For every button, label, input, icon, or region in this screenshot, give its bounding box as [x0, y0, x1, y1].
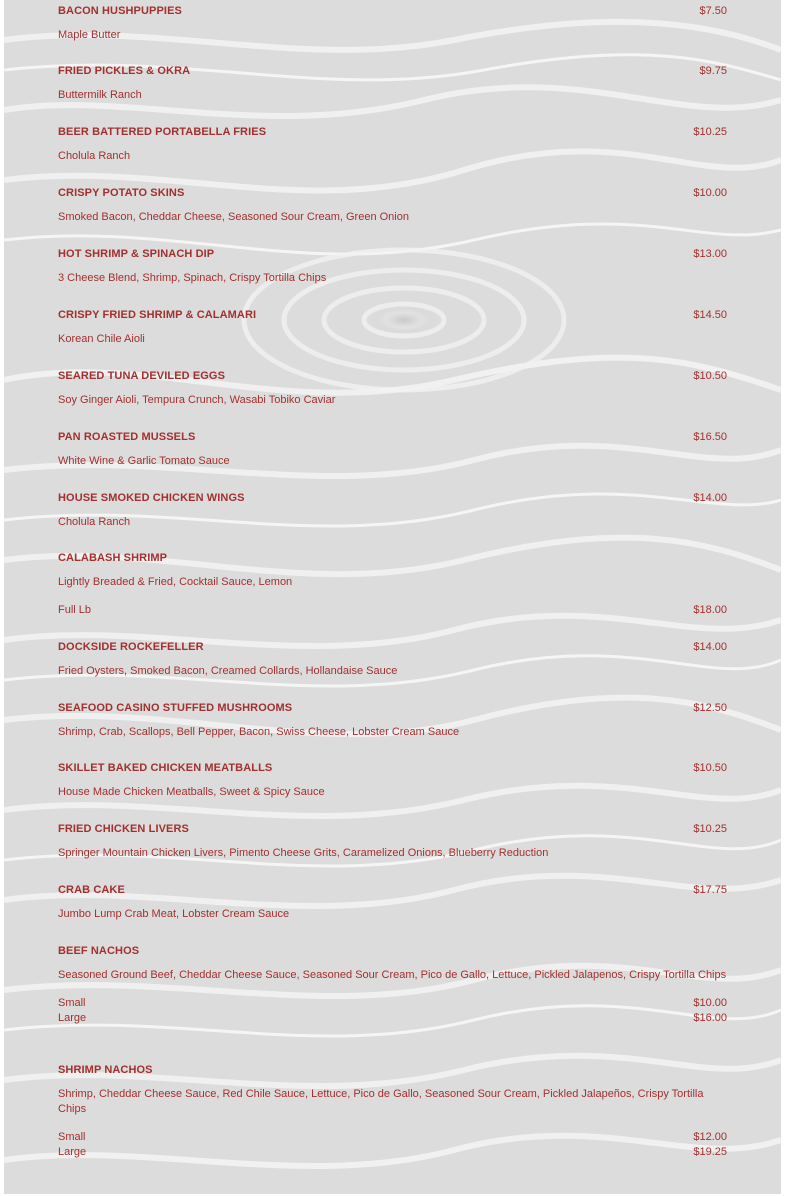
menu-item-name: BEEF NACHOS: [58, 945, 140, 957]
menu-item-options: [58, 603, 727, 618]
menu-item-price: $10.00: [693, 187, 727, 199]
menu-item-price: $14.00: [693, 641, 727, 653]
option-price: $19.25: [693, 1146, 727, 1158]
menu-item: [58, 640, 727, 679]
menu-item-header: [58, 308, 727, 323]
menu-item-name: SHRIMP NACHOS: [58, 1064, 153, 1076]
menu-item-options: [58, 996, 727, 1026]
menu-item-header: [58, 822, 727, 837]
menu-item-description: 3 Cheese Blend, Shrimp, Spinach, Crispy Tortilla Chips: [58, 272, 327, 284]
option-label: Small: [58, 997, 86, 1009]
menu-item-description: Shrimp, Cheddar Cheese Sauce, Red Chile Sauce, Lettuce, Pico de Gallo, Seasoned Sour Cream, Pickled Jalapeños, Crispy Tortilla Chips: [58, 1088, 704, 1115]
menu-item-name: CRAB CAKE: [58, 884, 125, 896]
menu-item-description: Seasoned Ground Beef, Cheddar Cheese Sauce, Seasoned Sour Cream, Pico de Gallo, Lettuce, Pickled Jalapenos, Crispy Tortilla Chips: [58, 969, 727, 981]
option-label: Large: [58, 1146, 87, 1158]
menu-item-price: $10.25: [693, 126, 727, 138]
menu-item-option: [58, 1011, 727, 1026]
menu-item-header: [58, 186, 727, 201]
option-price: $10.00: [693, 997, 727, 1009]
menu-item-description: Fried Oysters, Smoked Bacon, Creamed Collards, Hollandaise Sauce: [58, 665, 398, 677]
menu-item-description: White Wine & Garlic Tomato Sauce: [58, 455, 230, 467]
menu-item: [58, 944, 727, 1026]
menu-item: [58, 247, 727, 286]
option-price: $16.00: [693, 1012, 727, 1024]
menu-item-name: SKILLET BAKED CHICKEN MEATBALLS: [58, 762, 273, 774]
menu-item: [58, 701, 727, 740]
menu-item-header: [58, 4, 727, 19]
menu-item-description: Cholula Ranch: [58, 150, 131, 162]
menu-item-description: Springer Mountain Chicken Livers, Pimento Cheese Grits, Caramelized Onions, Blueberry Reduction: [58, 847, 549, 859]
menu-item-header: [58, 491, 727, 506]
menu-item-name: FRIED CHICKEN LIVERS: [58, 823, 189, 835]
menu-item: [58, 883, 727, 922]
menu-item-price: $12.50: [693, 702, 727, 714]
menu-item-option: [58, 603, 727, 618]
menu-item-header: [58, 640, 727, 655]
menu-item-option: [58, 996, 727, 1011]
menu-item-name: CRISPY POTATO SKINS: [58, 187, 185, 199]
option-price: $12.00: [693, 1131, 727, 1143]
menu-item-description: Lightly Breaded & Fried, Cocktail Sauce, Lemon: [58, 576, 293, 588]
menu-item: [58, 186, 727, 225]
menu-item-price: $14.00: [693, 492, 727, 504]
option-label: Small: [58, 1131, 86, 1143]
menu-item-description: Shrimp, Crab, Scallops, Bell Pepper, Bacon, Swiss Cheese, Lobster Cream Sauce: [58, 726, 460, 738]
menu-item-header: [58, 125, 727, 140]
menu-item: [58, 125, 727, 164]
menu-item-name: SEARED TUNA DEVILED EGGS: [58, 370, 226, 382]
menu-item: [58, 551, 727, 618]
menu-item-name: HOT SHRIMP & SPINACH DIP: [58, 248, 215, 260]
menu-item-header: [58, 369, 727, 384]
menu-item: [58, 4, 727, 43]
menu-item: [58, 64, 727, 103]
menu-item-name: HOUSE SMOKED CHICKEN WINGS: [58, 492, 245, 504]
menu-item-header: [58, 247, 727, 262]
menu-item-description: Smoked Bacon, Cheddar Cheese, Seasoned Sour Cream, Green Onion: [58, 211, 409, 223]
menu-item-price: $16.50: [693, 431, 727, 443]
menu-item-price: $10.50: [693, 370, 727, 382]
option-label: Large: [58, 1012, 87, 1024]
menu-item-price: $13.00: [693, 248, 727, 260]
menu-item-name: PAN ROASTED MUSSELS: [58, 431, 196, 443]
menu-item-price: $14.50: [693, 309, 727, 321]
menu-item-option: [58, 1130, 727, 1145]
menu-item: [58, 369, 727, 408]
menu-item-header: [58, 430, 727, 445]
menu-item-name: CRISPY FRIED SHRIMP & CALAMARI: [58, 309, 257, 321]
menu-item-description: Soy Ginger Aioli, Tempura Crunch, Wasabi Tobiko Caviar: [58, 394, 336, 406]
menu-item-price: $10.50: [693, 762, 727, 774]
menu-item-description: House Made Chicken Meatballs, Sweet & Spicy Sauce: [58, 786, 325, 798]
menu-item: [58, 491, 727, 530]
menu-item: [58, 761, 727, 800]
menu-item-header: [58, 1063, 727, 1078]
menu-item-header: [58, 883, 727, 898]
menu-item-header: [58, 944, 727, 959]
menu-item-name: SEAFOOD CASINO STUFFED MUSHROOMS: [58, 702, 293, 714]
menu-item: [58, 308, 727, 347]
menu-item-name: BEER BATTERED PORTABELLA FRIES: [58, 126, 267, 138]
menu-item-name: FRIED PICKLES & OKRA: [58, 65, 191, 77]
menu-item: [58, 1063, 727, 1160]
menu-item-header: [58, 701, 727, 716]
option-label: Full Lb: [58, 604, 92, 616]
menu-item: [58, 822, 727, 861]
menu-item-option: [58, 1145, 727, 1160]
menu-item-description: Buttermilk Ranch: [58, 89, 142, 101]
menu-item-options: [58, 1130, 727, 1160]
menu-item-price: $7.50: [699, 5, 727, 17]
option-price: $18.00: [693, 604, 727, 616]
menu-item-header: [58, 64, 727, 79]
menu-item-price: $17.75: [693, 884, 727, 896]
menu-item-name: BACON HUSHPUPPIES: [58, 5, 182, 17]
menu-item-description: Korean Chile Aioli: [58, 333, 145, 345]
menu-item-price: $10.25: [693, 823, 727, 835]
menu-item-description: Maple Butter: [58, 29, 121, 41]
menu-item-price: $9.75: [699, 65, 727, 77]
menu-item-name: DOCKSIDE ROCKEFELLER: [58, 641, 204, 653]
menu-item-description: Jumbo Lump Crab Meat, Lobster Cream Sauce: [58, 908, 290, 920]
menu-item-description: Cholula Ranch: [58, 516, 131, 528]
menu-item-header: [58, 761, 727, 776]
menu-item: [58, 430, 727, 469]
menu-item-name: CALABASH SHRIMP: [58, 552, 168, 564]
menu-item-header: [58, 551, 727, 566]
